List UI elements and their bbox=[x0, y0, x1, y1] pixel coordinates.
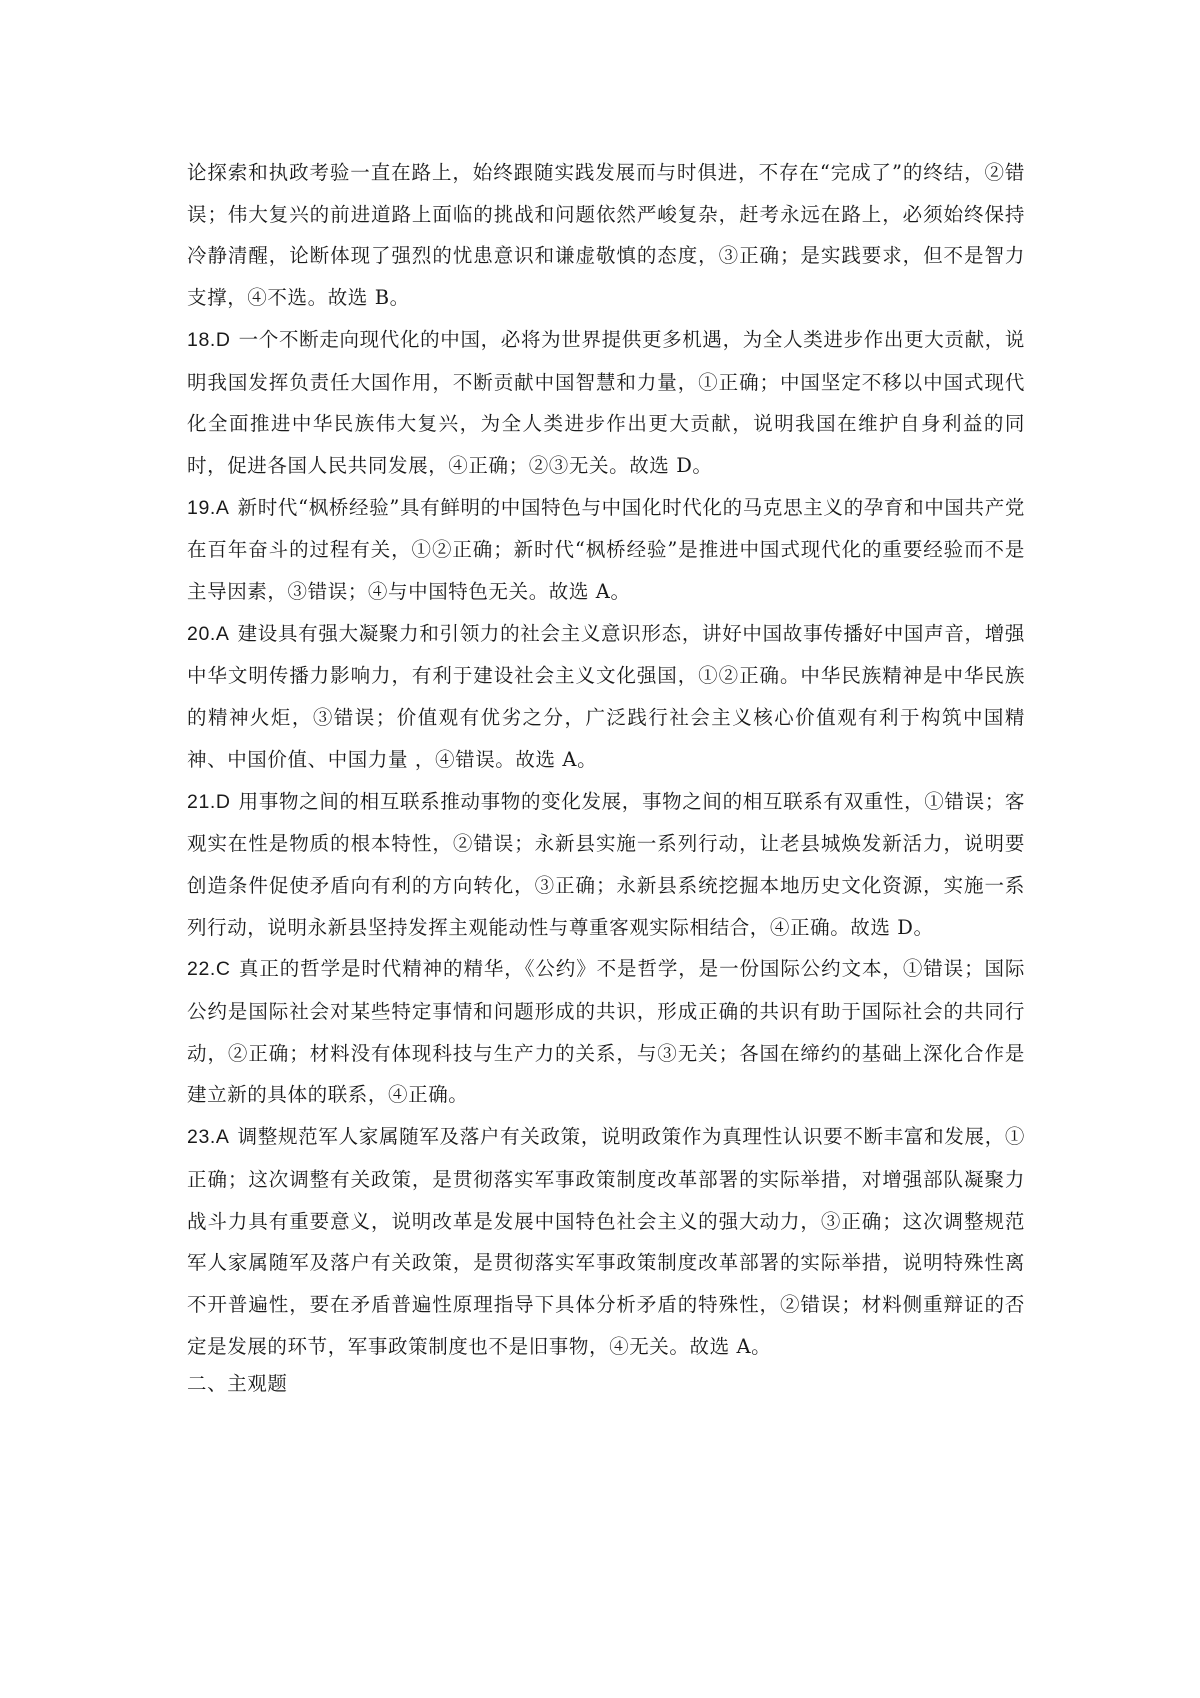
intro-paragraph: 论探索和执政考验一直在路上，始终跟随实践发展而与时俱进，不存在“完成了”的终结，②错误；伟大复兴的前进道路上面临的挑战和问题依然严峻复杂，赶考永远在路上，必须始终保持冷静清醒，论断体现了强烈的忧患意识和谦虚敬慎的态度，③正确；是实践要求，但不是智力支撑，④不选。故选 B。 bbox=[187, 161, 1025, 310]
answer-number: 22.C bbox=[187, 958, 231, 981]
answer-22 bbox=[187, 948, 1025, 1116]
answer-23 bbox=[187, 1116, 1025, 1367]
answer-18 bbox=[187, 319, 1025, 487]
answer-number: 23.A bbox=[187, 1126, 230, 1149]
answer-text: 建设具有强大凝聚力和引领力的社会主义意识形态，讲好中国故事传播好中国声音，增强中华文明传播力影响力，有利于建设社会主义文化强国，①②正确。中华民族精神是中华民族的精神火炬，③错误；价值观有优劣之分，广泛践行社会主义核心价值观有利于构筑中国精神、中国价值、中国力量 ，④错误。故选 A。 bbox=[187, 621, 1025, 771]
answer-text: 新时代“枫桥经验”具有鲜明的中国特色与中国化时代化的马克思主义的孕育和中国共产党在百年奋斗的过程有关，①②正确；新时代“枫桥经验”是推进中国式现代化的重要经验而不是主导因素，③错误；④与中国特色无关。故选 A。 bbox=[187, 495, 1025, 604]
document-page bbox=[187, 152, 1025, 1401]
answer-number: 21.D bbox=[187, 790, 231, 813]
answer-number: 20.A bbox=[187, 622, 230, 645]
answer-text: 真正的哲学是时代精神的精华，《公约》不是哲学，是一份国际公约文本，①错误；国际公约是国际社会对某些特定事情和问题形成的共识，形成正确的共识有助于国际社会的共同行动，②正确；材料没有体现科技与生产力的关系，与③无关；各国在缔约的基础上深化合作是建立新的具体的联系，④正确。 bbox=[187, 957, 1025, 1107]
answer-number: 19.A bbox=[187, 496, 230, 519]
answer-20 bbox=[187, 613, 1025, 781]
section-heading: 二、主观题 bbox=[187, 1372, 288, 1396]
answer-number: 18.D bbox=[187, 328, 231, 351]
answer-19 bbox=[187, 487, 1025, 613]
answer-text: 用事物之间的相互联系推动事物的变化发展，事物之间的相互联系有双重性，①错误；客观实在性是物质的根本特性，②错误；永新县实施一系列行动，让老县城焕发新活力，说明要创造条件促使矛盾向有利的方向转化，③正确；永新县系统挖掘本地历史文化资源，实施一系列行动，说明永新县坚持发挥主观能动性与尊重客观实际相结合，④正确。故选 D。 bbox=[187, 789, 1025, 939]
answer-text: 调整规范军人家属随军及落户有关政策，说明政策作为真理性认识要不断丰富和发展，①正确；这次调整有关政策，是贯彻落实军事政策制度改革部署的实际举措，对增强部队凝聚力战斗力具有重要意义，说明改革是发展中国特色社会主义的强大动力，③正确；这次调整规范军人家属随军及落户有关政策，是贯彻落实军事政策制度改革部署的实际举措，说明特殊性离不开普遍性，要在矛盾普遍性原理指导下具体分析矛盾的特殊性，②错误；材料侧重辩证的否定是发展的环节，军事政策制度也不是旧事物，④无关。故选 A。 bbox=[187, 1125, 1025, 1358]
answer-text: 一个不断走向现代化的中国，必将为世界提供更多机遇，为全人类进步作出更大贡献，说明我国发挥负责任大国作用，不断贡献中国智慧和力量，①正确；中国坚定不移以中国式现代化全面推进中华民族伟大复兴，为全人类进步作出更大贡献，说明我国在维护自身利益的同时，促进各国人民共同发展，④正确；②③无关。故选 D。 bbox=[187, 327, 1025, 477]
answer-21 bbox=[187, 781, 1025, 949]
